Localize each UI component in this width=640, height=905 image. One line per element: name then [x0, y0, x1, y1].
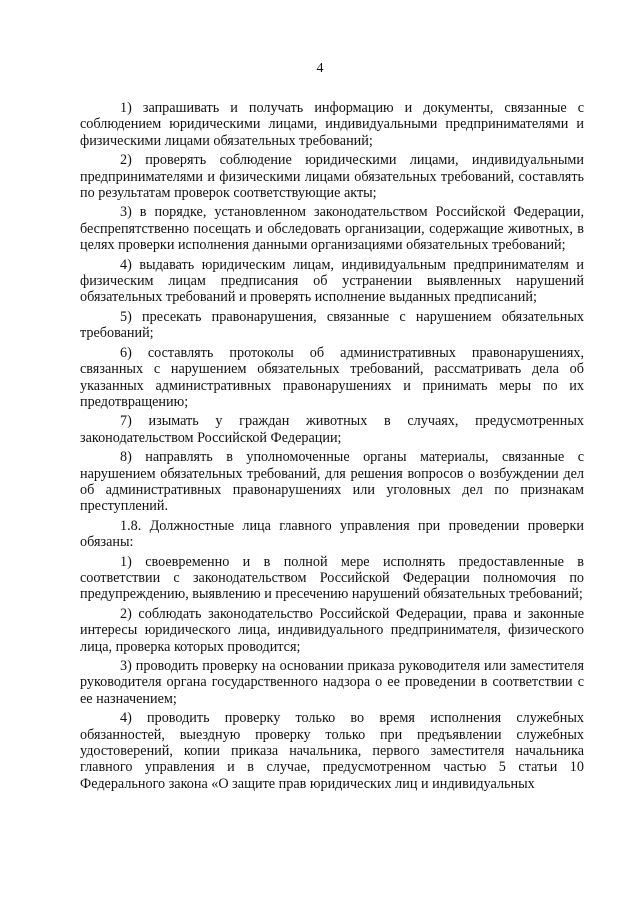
section-heading-1-8: 1.8. Должностные лица главного управления при проведении проверки обязаны:: [80, 517, 584, 551]
document-body: [80, 100, 584, 795]
paragraph-rights-5: 5) пресекать правонарушения, связанные с нарушением обязательных требований;: [80, 308, 584, 342]
paragraph-duties-3: 3) проводить проверку на основании приказа руководителя или заместителя руководителя органа государственного надзора о ее проведении в соответствии с ее назначением;: [80, 658, 584, 707]
paragraph-duties-1: 1) своевременно и в полной мере исполнять предоставленные в соответствии с законодательством Российской Федерации полномочия по предупреждению, выявлению и пресечению нарушений обязательных требований;: [80, 553, 584, 603]
paragraph-rights-3: 3) в порядке, установленном законодательством Российской Федерации, беспрепятственно посещать и обследовать организации, содержащие животных, в целях проверки исполнения данными организациями обязательных требований;: [80, 204, 584, 254]
page-number: 4: [316, 61, 324, 76]
paragraph-rights-4: 4) выдавать юридическим лицам, индивидуальным предпринимателям и физическим лицам предписания об устранении выявленных нарушений обязательных требований и проверять исполнение выданных предписаний;: [80, 256, 584, 306]
paragraph-duties-2: 2) соблюдать законодательство Российской Федерации, права и законные интересы юридического лица, индивидуального предпринимателя, физического лица, проверка которых проводится;: [80, 605, 584, 655]
paragraph-rights-6: 6) составлять протоколы об административных правонарушениях, связанных с нарушением обязательных требований, рассматривать дела об указанных административных правонарушениях и принимать меры по их предотвращению;: [80, 344, 584, 410]
paragraph-rights-8: 8) направлять в уполномоченные органы материалы, связанные с нарушением обязательных требований, для решения вопросов о возбуждении дел об административных правонарушениях или уголовных дел по признакам преступлений.: [80, 449, 584, 515]
paragraph-rights-2: 2) проверять соблюдение юридическими лицами, индивидуальными предпринимателями и физическими лицами обязательных требований, составлять по результатам проверок соответствующие акты;: [80, 152, 584, 202]
paragraph-rights-1: 1) запрашивать и получать информацию и документы, связанные с соблюдением юридическими лицами, индивидуальными предпринимателями и физическими лицами обязательных требований;: [80, 100, 584, 149]
paragraph-rights-7: 7) изымать у граждан животных в случаях, предусмотренных законодательством Российской Федерации;: [80, 413, 584, 446]
paragraph-duties-4: 4) проводить проверку только во время исполнения служебных обязанностей, выездную проверку только при предъявлении служебных удостоверений, копии приказа начальника, первого заместителя начальника главного управления и в случае, предусмотренном частью 5 статьи 10 Федерального закона «О защите прав юридических лиц и индивидуальных: [80, 710, 584, 792]
